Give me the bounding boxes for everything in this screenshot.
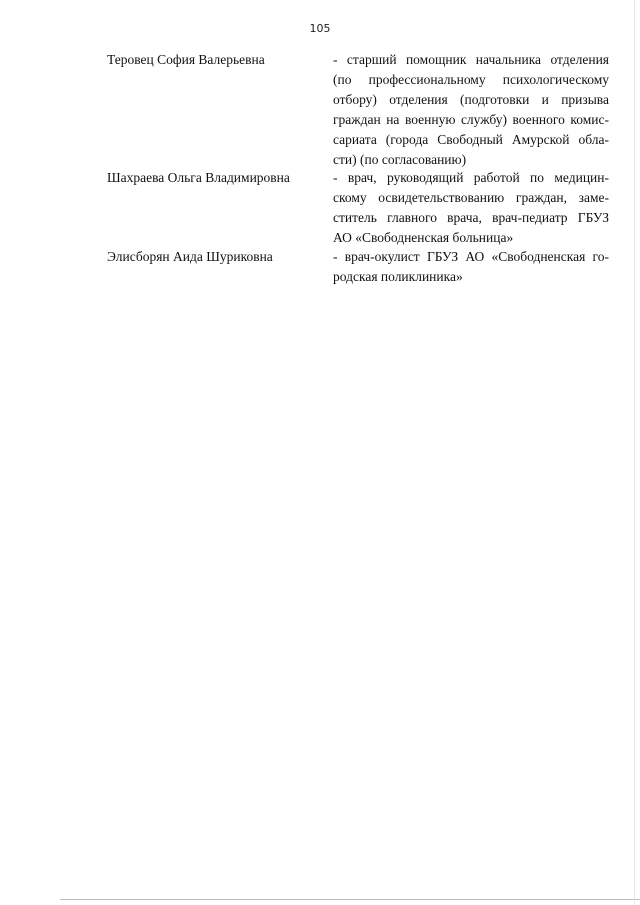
- position-line: скому освидетельствованию граждан, заме-: [333, 190, 609, 205]
- position-line: - врач-окулист ГБУЗ АО «Свободненская го-: [333, 249, 609, 264]
- scan-edge-bottom: [60, 899, 640, 900]
- position-line: - врач, руководящий работой по медицин-: [333, 170, 609, 185]
- position-line: граждан на военную службу) военного комис-: [333, 112, 609, 127]
- scan-edge-right: [634, 0, 635, 905]
- position-line: (по профессиональному психологическому: [333, 72, 609, 87]
- member-name: Шахраева Ольга Владимировна: [107, 170, 290, 185]
- position-line: сариата (города Свободный Амурской обла-: [333, 132, 609, 147]
- position-line: ститель главного врача, врач-педиатр ГБУЗ: [333, 210, 609, 225]
- member-name: Теровец София Валерьевна: [107, 52, 265, 67]
- member-name: Элисборян Аида Шуриковна: [107, 249, 273, 264]
- member-position: [333, 247, 609, 287]
- position-line: АО «Свободненская больница»: [333, 230, 514, 245]
- page-number: 105: [309, 22, 331, 35]
- member-position: [333, 168, 609, 248]
- position-line: родская поликлиника»: [333, 269, 463, 284]
- position-line: - старший помощник начальника отделения: [333, 52, 609, 67]
- position-line: сти) (по согласованию): [333, 152, 467, 167]
- member-position: [333, 50, 609, 170]
- position-line: отбору) отделения (подготовки и призыва: [333, 92, 609, 107]
